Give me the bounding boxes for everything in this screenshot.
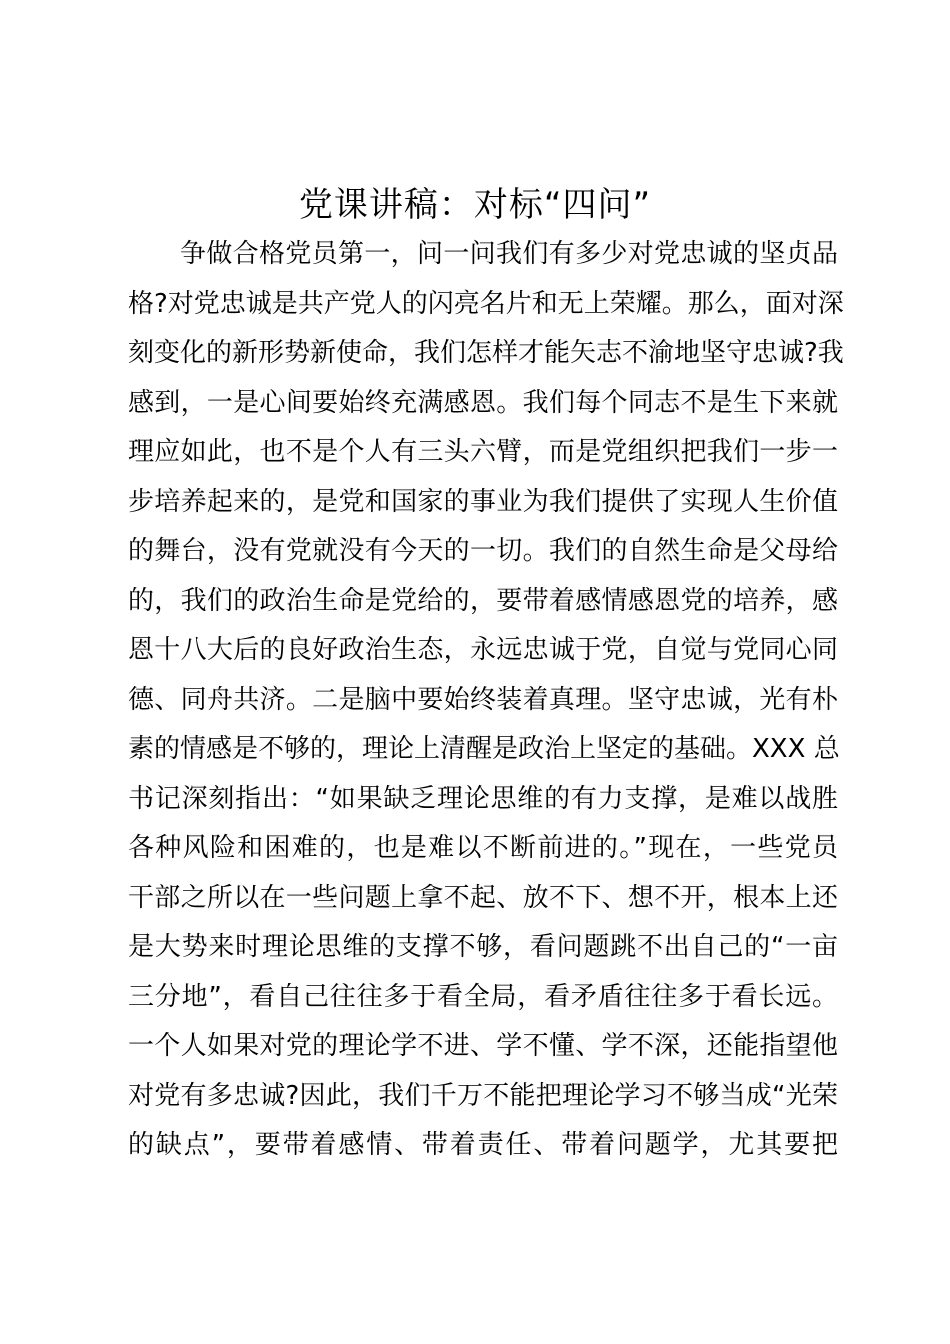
body-line: 理应如此，也不是个人有三头六臂，而是党组织把我们一步一 [128,437,838,467]
body-line: 书记深刻指出：“如果缺乏理论思维的有力支撑，是难以战胜 [128,783,838,814]
body-line: 刻变化的新形势新使命，我们怎样才能矢志不渝地坚守忠诚?我 [128,338,844,368]
body-line: 恩十八大后的良好政治生态，永远忠诚于党，自觉与党同心同 [128,635,838,665]
body-line: 对党有多忠诚?因此，我们千万不能把理论学习不够当成“光荣 [128,1080,838,1111]
document-body [128,230,844,1171]
body-line: 干部之所以在一些问题上拿不起、放不下、想不开，根本上还 [128,882,838,913]
body-line: 的缺点”，要带着感情、带着责任、带着问题学，尤其要把 [128,1130,838,1160]
body-line: 格?对党忠诚是共产党人的闪亮名片和无上荣耀。那么，面对深 [128,288,844,319]
body-line: 步培养起来的，是党和国家的事业为我们提供了实现人生价值 [128,486,838,517]
body-line: 的舞台，没有党就没有今天的一切。我们的自然生命是父母给 [128,536,838,566]
body-line: 感到，一是心间要始终充满感恩。我们每个同志不是生下来就 [128,387,838,418]
body-line: 的，我们的政治生命是党给的，要带着感情感恩党的培养，感 [128,585,838,616]
body-line: 德、同舟共济。二是脑中要始终装着真理。坚守忠诚，光有朴 [128,684,838,715]
document-title: 党课讲稿：对标“四问” [298,185,652,225]
body-line: 是大势来时理论思维的支撑不够，看问题跳不出自己的“一亩 [128,932,838,962]
body-line: 三分地”，看自己往往多于看全局，看矛盾往往多于看长远。 [128,981,838,1012]
body-line: 争做合格党员第一，问一问我们有多少对党忠诚的坚贞品 [180,239,838,269]
body-line: 各种风险和困难的，也是难以不断前进的。”现在，一些党员 [128,833,838,863]
body-line: 一个人如果对党的理论学不进、学不懂、学不深，还能指望他 [128,1031,838,1061]
body-line: 素的情感是不够的，理论上清醒是政治上坚定的基础。XXX 总 [128,734,840,764]
